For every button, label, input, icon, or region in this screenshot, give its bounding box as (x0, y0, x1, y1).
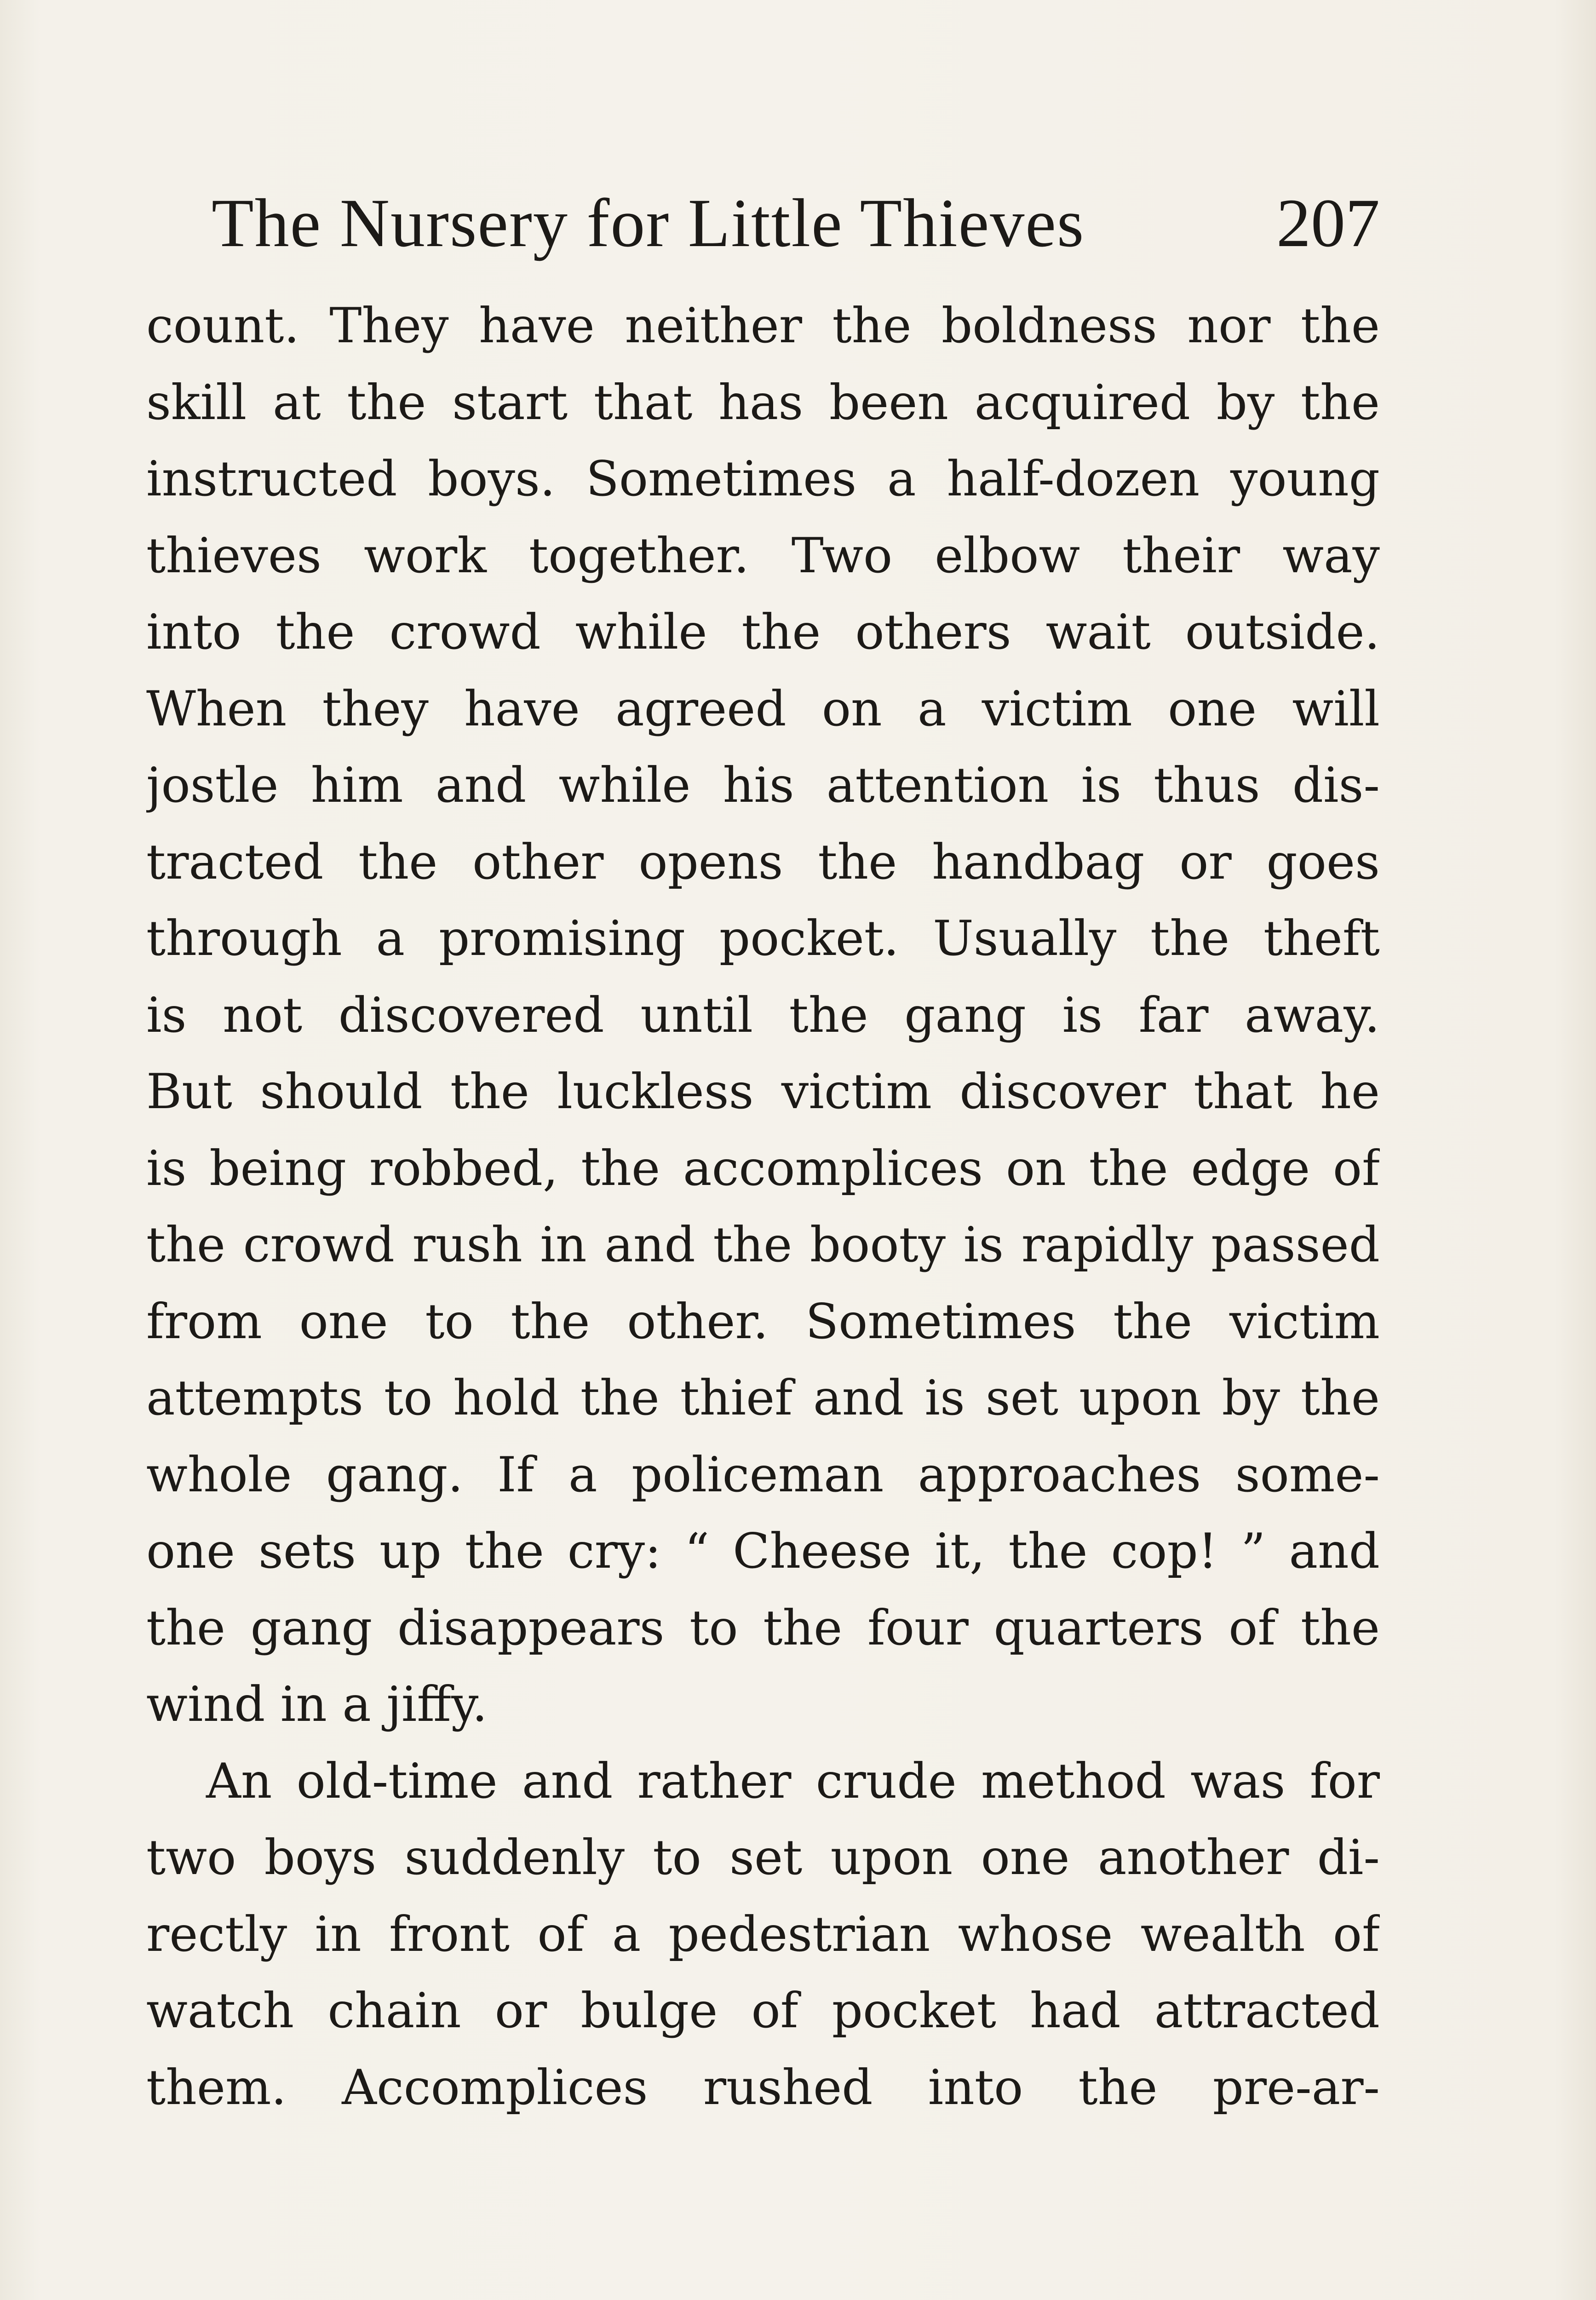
text-line: count. They have neither the boldness nor the (146, 298, 1380, 354)
text-line: thieves work together. Two elbow their way (146, 527, 1380, 584)
text-line: skill at the start that has been acquired by the (146, 374, 1380, 431)
text-line: one sets up the cry: “ Cheese it, the cop! ” and (146, 1523, 1380, 1579)
text-line: When they have agreed on a victim one will (146, 680, 1380, 737)
text-line: whole gang. If a policeman approaches some- (146, 1446, 1380, 1503)
text-line: But should the luckless victim discover that he (146, 1064, 1380, 1120)
text-line: two boys suddenly to set upon one another di- (146, 1829, 1380, 1886)
text-line: is not discovered until the gang is far away. (146, 987, 1380, 1043)
body-text (146, 288, 1380, 2126)
text-line: wind in a jiffy. (146, 1676, 488, 1732)
page-header (212, 175, 1380, 271)
text-line: from one to the other. Sometimes the victim (146, 1293, 1380, 1350)
text-line: instructed boys. Sometimes a half-dozen young (146, 451, 1380, 507)
text-line: tracted the other opens the handbag or goes (146, 834, 1380, 890)
text-line: rectly in front of a pedestrian whose wealth of (146, 1906, 1380, 1962)
text-line: the crowd rush in and the booty is rapidly passed (146, 1217, 1380, 1273)
text-line: the gang disappears to the four quarters of the (146, 1599, 1380, 1656)
text-line: watch chain or bulge of pocket had attracted (146, 1983, 1380, 2039)
text-line: into the crowd while the others wait outside. (146, 604, 1380, 660)
page-number: 207 (1276, 185, 1380, 261)
text-line: through a promising pocket. Usually the theft (146, 910, 1380, 966)
running-title: The Nursery for Little Thieves (212, 185, 1085, 261)
text-line: is being robbed, the accomplices on the edge of (146, 1140, 1380, 1196)
text-line: An old-time and rather crude method was for (206, 1753, 1380, 1809)
text-line: them. Accomplices rushed into the pre-ar- (146, 2059, 1380, 2116)
text-line: jostle him and while his attention is thus dis- (146, 757, 1380, 813)
text-line: attempts to hold the thief and is set upon by the (146, 1370, 1380, 1426)
